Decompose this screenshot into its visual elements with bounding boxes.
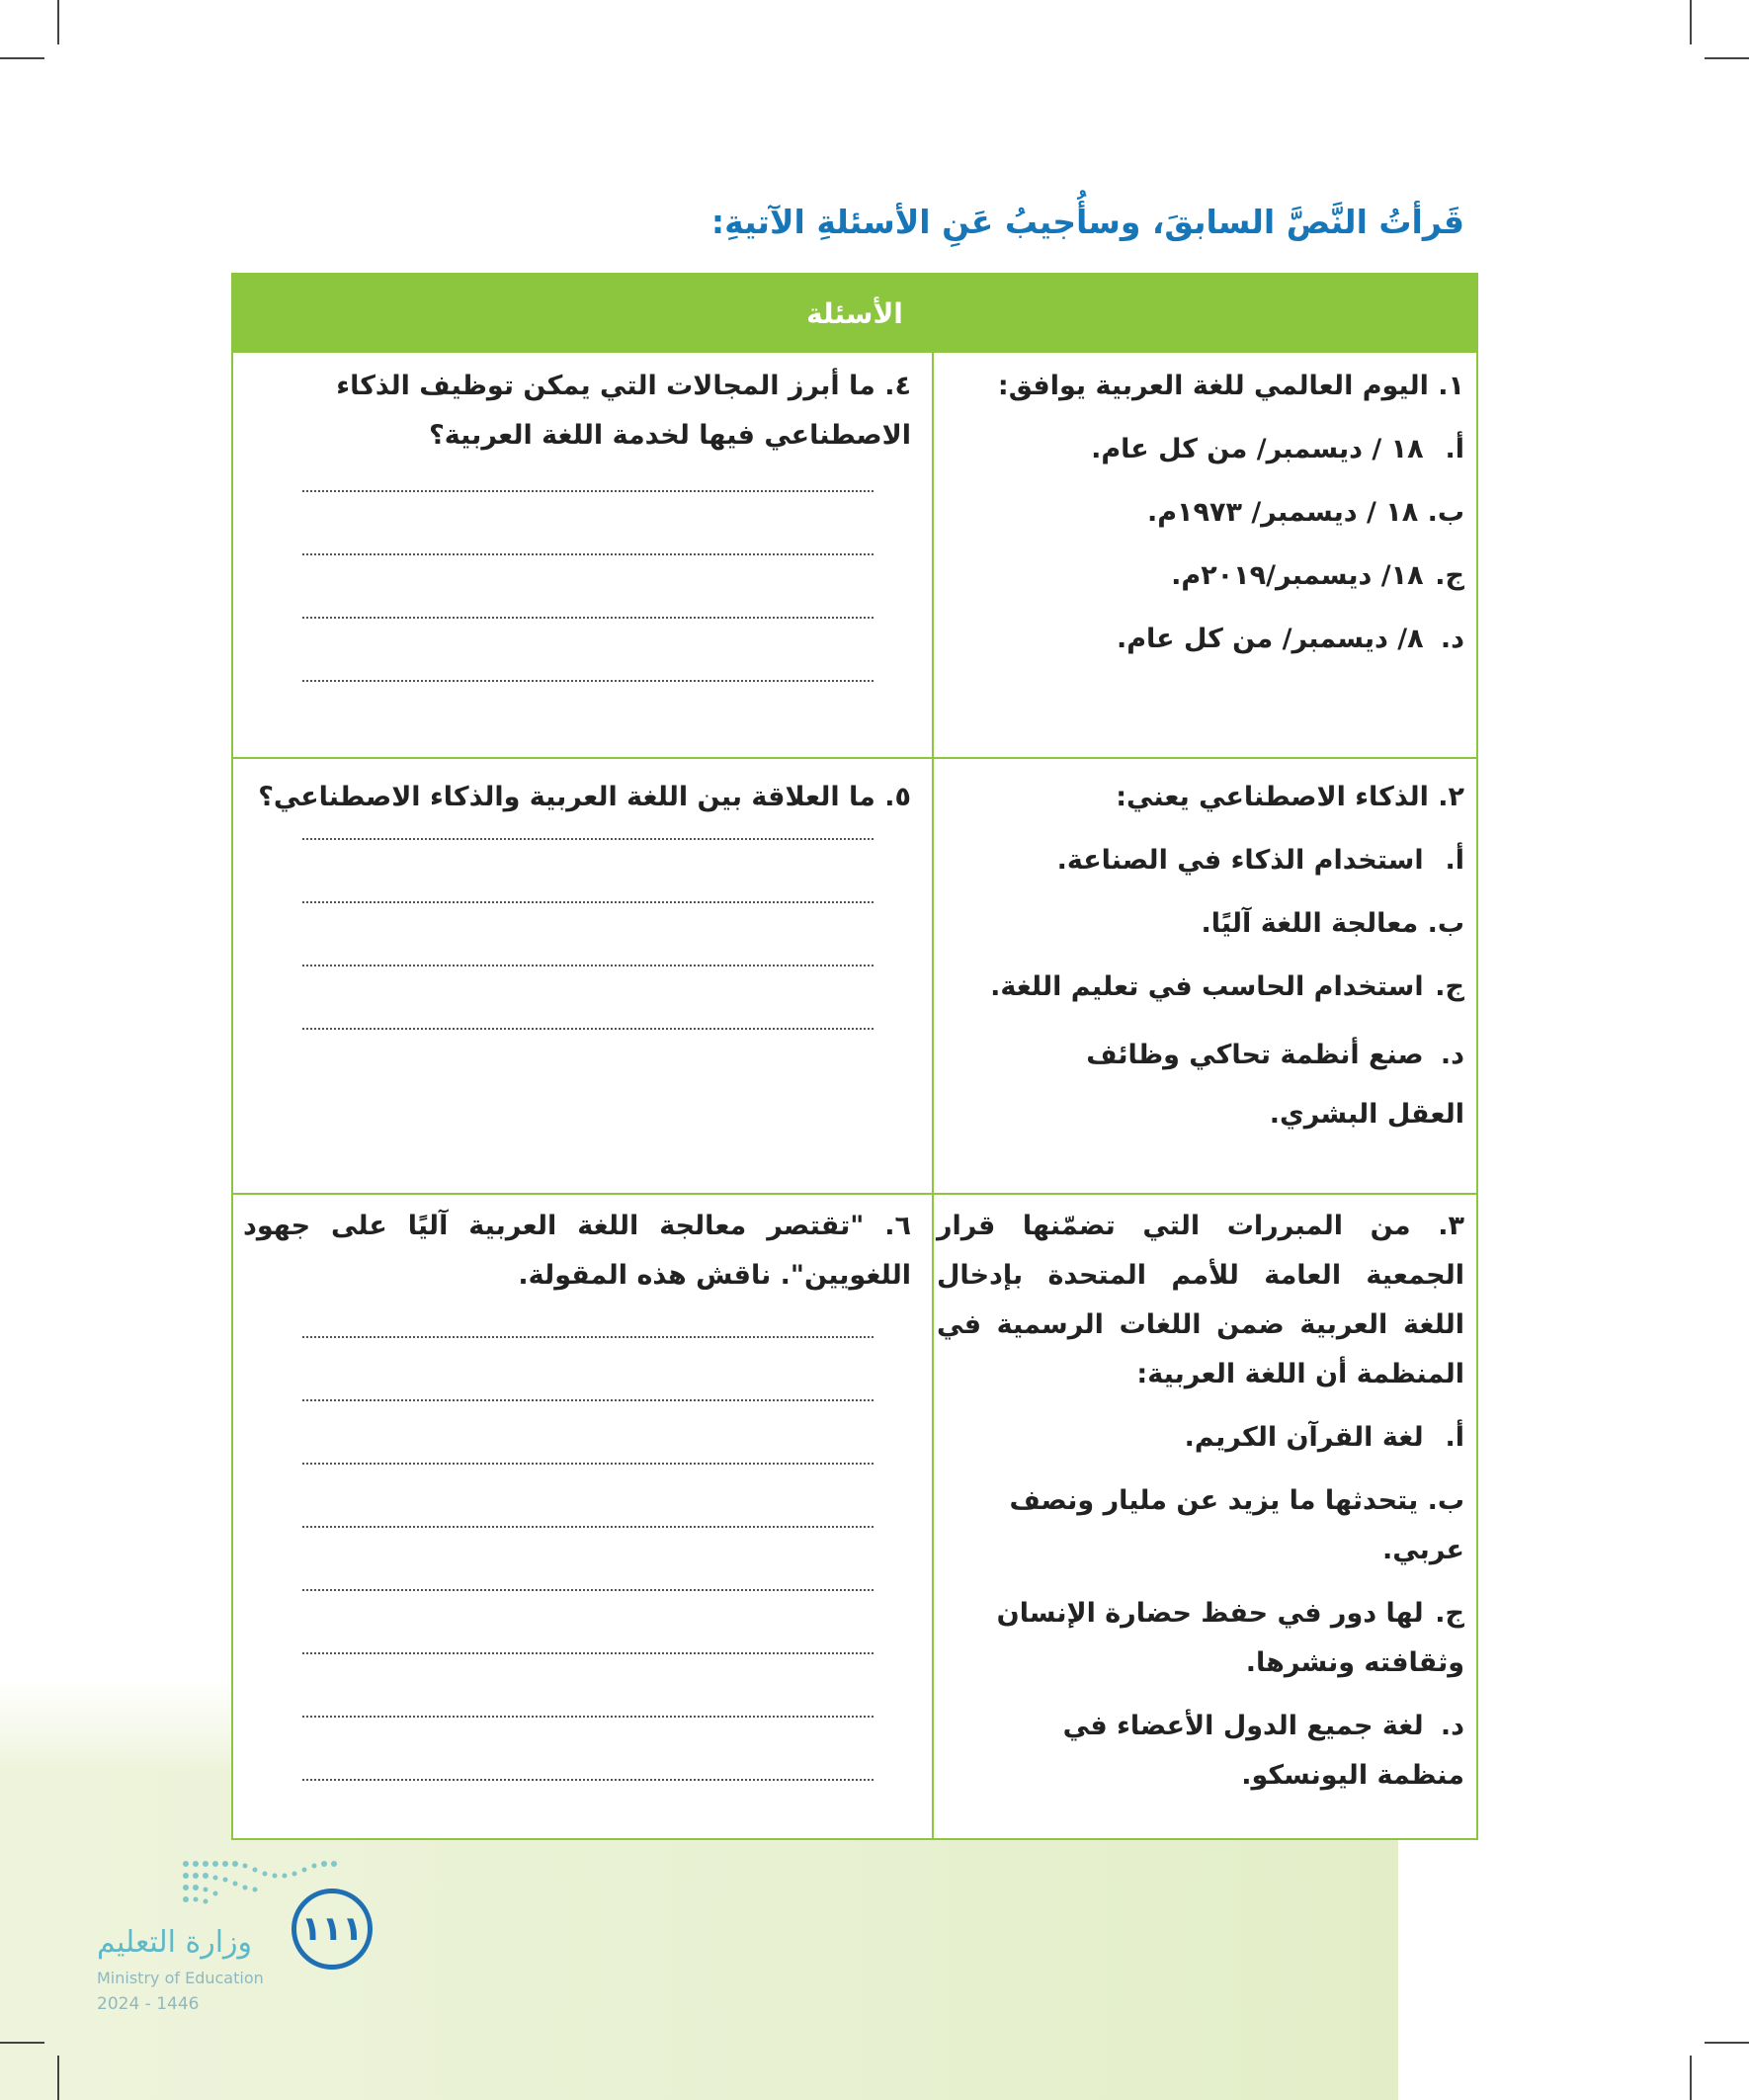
ministry-year: 2024 - 1446 — [97, 1994, 200, 2014]
option-a[interactable]: أ. استخدام الذكاء في الصناعة. — [1056, 845, 1464, 876]
question-5-text: ٥. ما العلاقة بين اللغة العربية والذكاء الاصطناعي؟ — [258, 782, 911, 812]
answer-line[interactable] — [302, 838, 874, 840]
answer-line[interactable] — [302, 617, 874, 619]
question-2-text: ٢. الذكاء الاصطناعي يعني: — [1116, 782, 1464, 812]
question-6-text: ٦. "تقتصر معالجة اللغة العربية آليًا على جهود اللغويين". ناقش هذه المقولة. — [243, 1211, 911, 1291]
answer-line[interactable] — [302, 1779, 874, 1781]
crop-mark — [0, 57, 44, 59]
answer-line[interactable] — [302, 1589, 874, 1591]
column-divider — [932, 353, 934, 1838]
ministry-name-ar: وزارة التعليم — [97, 1925, 253, 1960]
option-b[interactable]: ب. ١٨ / ديسمبر/ ١٩٧٣م. — [1146, 497, 1464, 528]
question-5-cell — [243, 773, 925, 1030]
option-c[interactable]: ج. استخدام الحاسب في تعليم اللغة. — [990, 971, 1464, 1002]
crop-mark — [1705, 57, 1749, 59]
crop-mark — [57, 2056, 59, 2100]
option-a[interactable]: أ. ١٨ / ديسمبر/ من كل عام. — [1091, 434, 1464, 464]
option-c[interactable]: ج. ١٨/ ديسمبر/٢٠١٩م. — [1171, 560, 1464, 591]
intro-heading: قَرأتُ النَّصَّ السابقَ، وسأُجيبُ عَنِ الأسئلةِ الآتيةِ: — [710, 203, 1464, 241]
answer-line[interactable] — [302, 1652, 874, 1654]
answer-line[interactable] — [302, 1526, 874, 1528]
crop-mark — [1690, 2056, 1692, 2100]
answer-line[interactable] — [302, 680, 874, 682]
answer-line[interactable] — [302, 1463, 874, 1465]
crop-mark — [0, 2042, 44, 2044]
question-1-cell — [937, 362, 1464, 664]
answer-line[interactable] — [302, 965, 874, 966]
option-b[interactable]: ب. يتحدثها ما يزيد عن مليار ونصف عربي. — [1009, 1485, 1464, 1565]
crop-mark — [1705, 2042, 1749, 2044]
option-b[interactable]: ب. معالجة اللغة آليًا. — [1201, 908, 1464, 939]
option-d[interactable]: د. لغة جميع الدول الأعضاء في منظمة اليونسكو. — [1062, 1711, 1464, 1791]
question-3-cell — [937, 1202, 1464, 1801]
answer-line[interactable] — [302, 1336, 874, 1338]
question-4-text: ٤. ما أبرز المجالات التي يمكن توظيف الذكاء الاصطناعي فيها لخدمة اللغة العربية؟ — [336, 371, 911, 451]
option-d[interactable]: د. صنع أنظمة تحاكي وظائف العقل البشري. — [1086, 1040, 1464, 1130]
questions-table — [231, 273, 1478, 1840]
crop-mark — [1690, 0, 1692, 44]
page-number: ١١١ — [292, 1889, 373, 1970]
question-4-cell — [243, 362, 925, 682]
answer-line[interactable] — [302, 1716, 874, 1718]
crop-mark — [57, 0, 59, 44]
answer-line[interactable] — [302, 1399, 874, 1401]
option-a[interactable]: أ. لغة القرآن الكريم. — [1184, 1422, 1464, 1453]
answer-line[interactable] — [302, 901, 874, 903]
option-c[interactable]: ج. لها دور في حفظ حضارة الإنسان وثقافته ونشرها. — [996, 1598, 1464, 1678]
row-divider — [233, 757, 1476, 759]
question-6-cell — [243, 1202, 925, 1781]
answer-line[interactable] — [302, 1028, 874, 1030]
row-divider — [233, 1193, 1476, 1195]
question-3-text: ٣. من المبررات التي تضمّنها قرار الجمعية العامة للأمم المتحدة بإدخال اللغة العربية ضمن اللغات الرسمية في المنظمة أن اللغة العربية: — [937, 1211, 1464, 1389]
question-1-text: ١. اليوم العالمي للغة العربية يوافق: — [997, 371, 1464, 401]
ministry-name-en: Ministry of Education — [97, 1969, 264, 1987]
question-2-cell — [937, 773, 1464, 1144]
option-d[interactable]: د. ٨/ ديسمبر/ من كل عام. — [1116, 624, 1464, 654]
answer-line[interactable] — [302, 553, 874, 555]
answer-line[interactable] — [302, 490, 874, 492]
table-header: الأسئلة — [233, 275, 1476, 353]
